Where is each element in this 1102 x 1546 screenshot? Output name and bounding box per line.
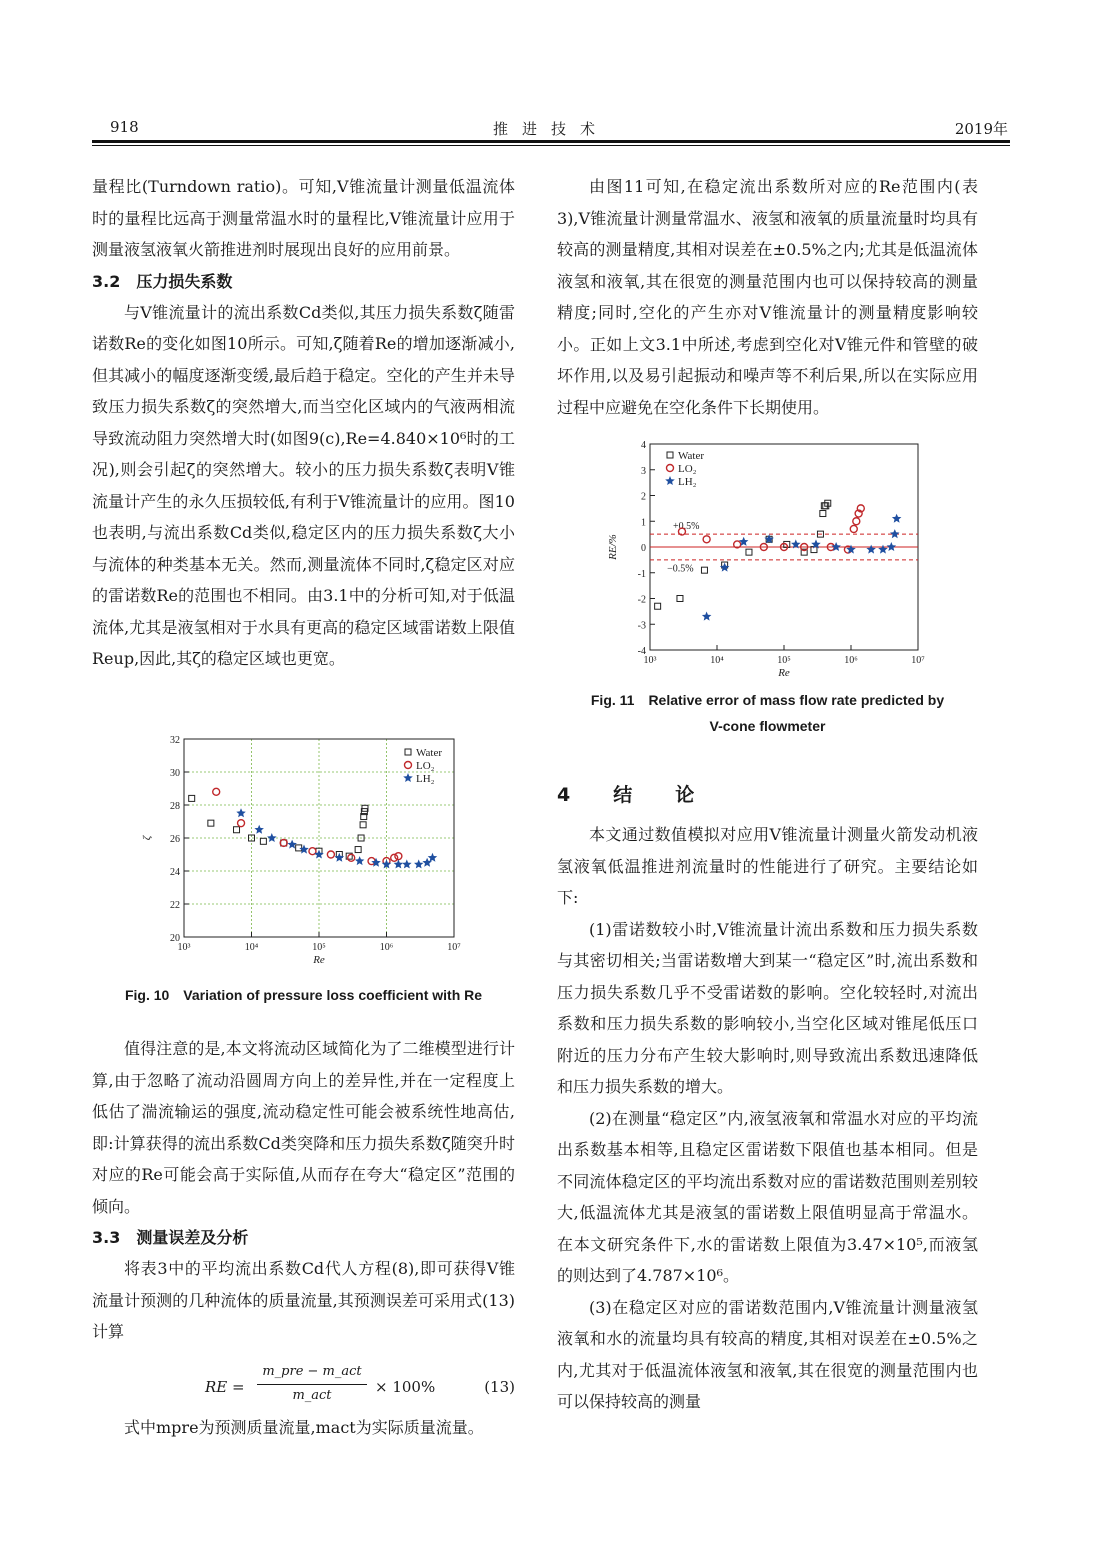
y-tick-label: 0	[641, 543, 646, 554]
data-point-lh2	[887, 542, 897, 551]
y-tick-label: 32	[170, 735, 180, 746]
data-point-lo2	[703, 536, 710, 543]
data-point-water	[677, 596, 683, 602]
journal-name: 推进技术	[492, 120, 609, 138]
y-tick-label: -4	[637, 646, 646, 657]
y-axis-label: ζ	[141, 835, 153, 841]
data-point-lh2	[236, 808, 246, 817]
data-point-water	[355, 847, 361, 853]
figure-11-caption-line-2: V-cone flowmeter	[709, 718, 826, 734]
data-point-lh2	[371, 858, 381, 867]
legend-marker-water	[405, 749, 411, 755]
legend-label-lo2: LO₂	[416, 760, 435, 772]
section-heading-4: 4 结 论	[557, 784, 707, 806]
paragraph: 量程比(Turndown ratio)。可知,V锥流量计测量低温流体时的量程比远高于测量常温水时的量程比,V锥流量计应用于测量液氢液氧火箭推进剂时展现出良好的应用前景。	[92, 177, 515, 259]
x-tick-label: 10⁶	[379, 942, 394, 953]
paragraph: (1)雷诺数较小时,V锥流量计流出系数和压力损失系数与其密切相关;当雷诺数增大到某一“稳定区”时,流出系数和压力损失系数几乎不受雷诺数的影响。空化较轻时,对流出系数和压力损失系数的影响较小,当空化区域对锥尾低压口附近的压力分布产生较大影响时,则导致流出系数迅速降低和压力损失系数的增大。	[557, 919, 978, 1096]
x-tick-label: 10³	[643, 655, 657, 666]
data-point-water	[360, 822, 366, 828]
data-point-lo2	[348, 854, 355, 861]
figure-11-caption	[557, 687, 978, 739]
annotation-label: −0.5%	[667, 563, 694, 575]
legend-marker-water	[667, 452, 673, 458]
data-point-lh2	[267, 833, 277, 842]
left-column-lower	[92, 1033, 515, 1348]
header-rule-thin	[92, 145, 1010, 146]
paragraph: (3)在稳定区对应的雷诺数范围内,V锥流量计测量液氢液氧和水的流量均具有较高的精度,其相对误差在±0.5%之内,尤其对于低温流体液氢和液氧,其在很宽的测量范围内也可以保持较高的测量	[557, 1297, 978, 1411]
legend-marker-lo2	[405, 762, 412, 769]
equation-lhs: RE =	[205, 1378, 245, 1396]
figure-10-chart	[140, 733, 480, 978]
y-tick-label: 30	[170, 768, 180, 779]
legend-label-lh2: LH₂	[416, 773, 435, 785]
legend-label-lh2: LH₂	[678, 476, 697, 488]
annotation-label: +0.5%	[672, 520, 700, 532]
paragraph: 本文通过数值模拟对应用V锥流量计测量火箭发动机液氢液氧低温推进剂流量时的性能进行了研究。主要结论如下:	[557, 825, 978, 907]
figure-11-chart	[600, 440, 940, 685]
x-tick-label: 10⁵	[777, 655, 791, 666]
x-tick-label: 10⁷	[447, 942, 461, 953]
y-axis-label: RE/%	[607, 534, 619, 560]
x-axis-label: Re	[313, 954, 325, 966]
y-tick-label: 26	[170, 834, 180, 845]
y-tick-label: 2	[641, 491, 646, 503]
page-number: 918	[110, 118, 139, 136]
data-point-water	[701, 567, 707, 573]
data-point-lo2	[395, 853, 402, 860]
paragraph: 由图11可知,在稳定流出系数所对应的Re范围内(表3),V锥流量计测量常温水、液氢和液氧的质量流量时均具有较高的测量精度,其相对误差在±0.5%之内;尤其是低温流体液氢和液氧,其在很宽的测量范围内也可以保持较高的测量精度;同时,空化的产生亦对V锥流量计的测量精度影响较小。正如上文3.1中所述,考虑到空化对V锥元件和管壁的破坏作用,以及易引起振动和噪声等不利后果,所以在实际应用过程中应避免在空化条件下长期使用。	[557, 177, 978, 417]
paragraph: 值得注意的是,本文将流动区域简化为了二维模型进行计算,由于忽略了流动沿圆周方向上的差异性,并在一定程度上低估了湍流输运的强度,流动稳定性可能会被系统性地高估,即:计算获得的流出系数Cd类突降和压力损失系数ζ随突升时对应的Re可能会高于实际值,从而存在夸大“稳定区”范围的倾向。	[92, 1039, 515, 1216]
data-point-lo2	[850, 525, 857, 532]
data-point-lh2	[890, 529, 900, 538]
data-point-lh2	[892, 514, 902, 523]
y-tick-label: -2	[637, 594, 646, 606]
data-point-lh2	[702, 612, 712, 621]
running-header	[92, 118, 1010, 140]
x-tick-label: 10⁴	[710, 655, 724, 666]
x-tick-label: 10⁴	[244, 942, 259, 953]
data-point-lo2	[280, 839, 287, 846]
legend-marker-lo2	[667, 465, 674, 472]
equation-numerator: m_pre − m_act	[262, 1364, 362, 1379]
legend-marker-lh2	[665, 476, 675, 485]
figure-11-caption-line-1: Fig. 11 Relative error of mass flow rate predicted by	[590, 692, 945, 708]
data-point-lo2	[238, 820, 245, 827]
legend-label-lo2: LO₂	[678, 463, 697, 475]
equation-number: (13)	[484, 1378, 515, 1396]
equation-13	[205, 1364, 515, 1412]
y-tick-label: 22	[170, 900, 180, 911]
y-tick-label: 20	[170, 933, 180, 944]
data-point-lo2	[213, 788, 220, 795]
left-column	[92, 171, 515, 675]
data-point-water	[189, 795, 195, 801]
data-point-water	[260, 838, 266, 844]
y-tick-label: 4	[641, 440, 646, 451]
y-tick-label: 3	[641, 465, 646, 477]
figure-10-caption: Fig. 10 Variation of pressure loss coefficient with Re	[124, 987, 483, 1003]
data-point-lh2	[402, 859, 412, 868]
data-point-lh2	[414, 859, 424, 868]
data-point-lh2	[878, 545, 888, 554]
y-tick-label: -3	[637, 620, 646, 632]
paragraph: 将表3中的平均流出系数Cd代人方程(8),即可获得V锥流量计预测的几种流体的质量流量,其预测误差可采用式(13)计算	[92, 1259, 515, 1341]
data-point-lh2	[355, 856, 365, 865]
equation-tail: × 100%	[375, 1378, 436, 1396]
year: 2019年	[954, 120, 1008, 138]
x-tick-label: 10⁶	[844, 655, 858, 666]
y-tick-label: 24	[170, 867, 180, 878]
data-point-lo2	[327, 851, 334, 858]
section-heading-3-3: 3.3 测量误差及分析	[92, 1228, 249, 1247]
paragraph: (2)在测量“稳定区”内,液氢液氧和常温水对应的平均流出系数基本相等,且稳定区雷诺数下限值也基本相同。但是不同流体稳定区的平均流出系数对应的雷诺数范围则差别较大,低温流体尤其是液氢的雷诺数上限值明显高于常温水。在本文研究条件下,水的雷诺数上限值为3.47×10⁵,而液氢的则达到了4.787×10⁶。	[557, 1108, 978, 1285]
data-point-lh2	[254, 825, 264, 834]
data-point-lo2	[853, 518, 860, 525]
fraction-bar	[257, 1384, 367, 1385]
data-point-water	[208, 820, 214, 826]
header-rule	[92, 140, 1010, 143]
x-tick-label: 10⁷	[911, 655, 925, 666]
data-point-lo2	[309, 848, 316, 855]
y-tick-label: -1	[637, 568, 646, 580]
data-point-water	[820, 511, 826, 517]
paragraph: 式中mpre为预测质量流量,mact为实际质量流量。	[124, 1418, 484, 1437]
x-tick-label: 10³	[177, 942, 191, 953]
data-point-lo2	[391, 854, 398, 861]
equation-denominator: m_act	[292, 1388, 332, 1403]
right-column-lower	[557, 819, 978, 1418]
paragraph: 与V锥流量计的流出系数Cd类似,其压力损失系数ζ随雷诺数Re的变化如图10所示。可知,ζ随着Re的增加逐渐减小,但其减小的幅度逐渐变缓,最后趋于稳定。空化的产生并未导致压力损失系数ζ的突然增大,而当空化区域内的气液两相流导致流动阻力突然增大时(如图9(c),Re=4.840×10⁶时的工况),则会引起ζ的突然增大。较小的压力损失系数ζ表明V锥流量计产生的永久压损较低,有利于V锥流量计的应用。图10也表明,与流出系数Cd类似,稳定区内的压力损失系数ζ大小与流体的种类基本无关。然而,测量流体不同时,ζ稳定区对应的雷诺数Re的范围也不相同。由3.1中的分析可知,对于低温流体,尤其是液氢相对于水具有更高的稳定区域雷诺数上限值Reup,因此,其ζ的稳定区域也更宽。	[92, 302, 515, 668]
data-point-water	[655, 603, 661, 609]
data-point-lh2	[428, 853, 438, 862]
data-point-water	[746, 549, 752, 555]
y-tick-label: 28	[170, 801, 180, 812]
data-point-lh2	[866, 545, 876, 554]
x-tick-label: 10⁵	[312, 942, 326, 953]
legend-label-water: Water	[678, 450, 704, 462]
data-point-water	[234, 827, 240, 833]
x-axis-label: Re	[778, 667, 790, 679]
section-heading-3-2: 3.2 压力损失系数	[92, 271, 233, 291]
legend-label-water: Water	[416, 747, 442, 759]
data-point-lh2	[299, 845, 309, 854]
legend-marker-lh2	[403, 773, 413, 782]
y-tick-label: 1	[641, 517, 646, 529]
